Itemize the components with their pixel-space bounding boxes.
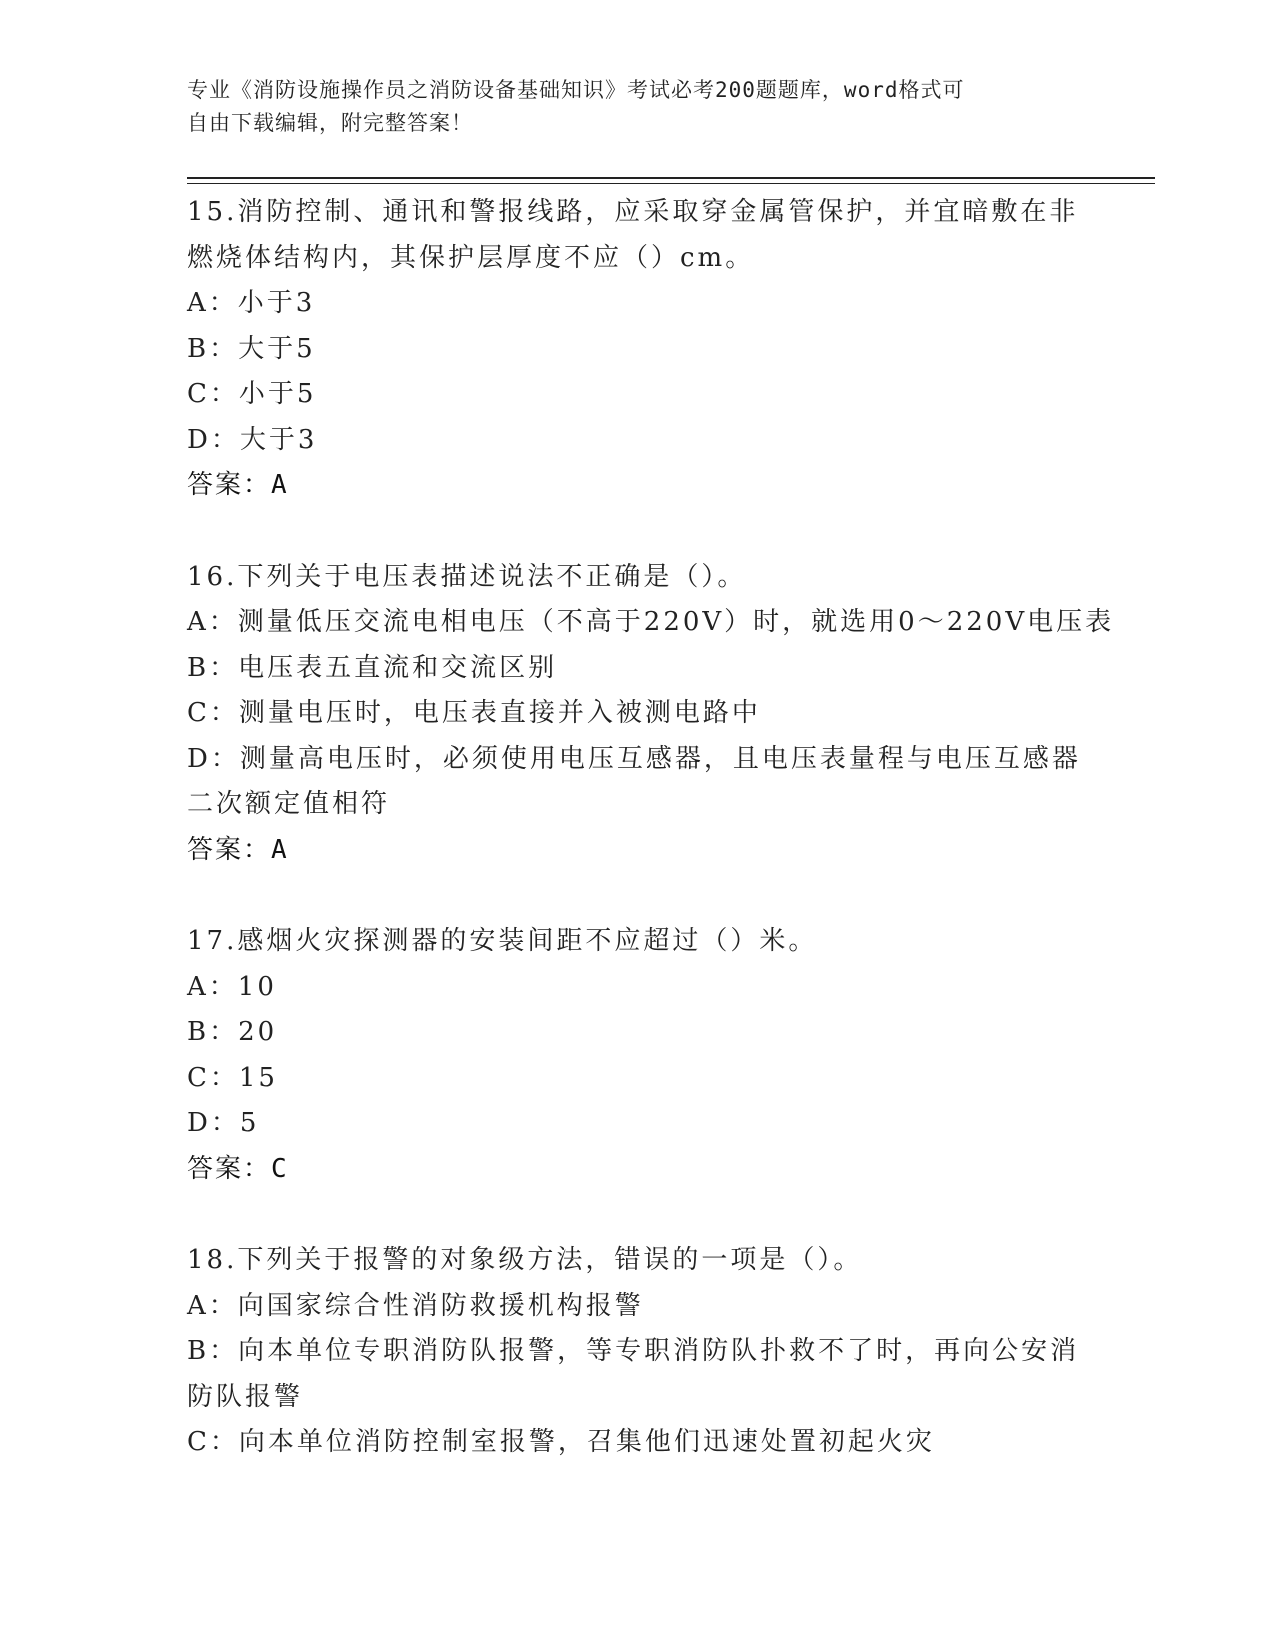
answer-line	[187, 828, 1087, 874]
option-a: A：测量低压交流电相电压（不高于220V）时，就选用0～220V电压表	[187, 607, 1115, 637]
option-c: C：小于5	[187, 379, 317, 409]
option-c: C：测量电压时，电压表直接并入被测电路中	[187, 698, 761, 728]
answer-value: C	[271, 1153, 289, 1184]
answer-line	[187, 463, 1087, 509]
question-list	[187, 190, 1115, 1466]
header-divider-thick	[187, 177, 1155, 179]
option-b: B：20	[187, 1017, 278, 1047]
option-b: B：大于5	[187, 333, 316, 364]
header-line-1: 专业《消防设施操作员之消防设备基础知识》考试必考200题题库，word格式可	[187, 78, 965, 102]
answer-label: 答案：	[187, 834, 272, 865]
document-header	[187, 74, 1067, 140]
option-c: C：15	[187, 1062, 278, 1093]
question-stem: 燃烧体结构内，其保护层厚度不应（）cm。	[187, 242, 755, 273]
option-a: A：10	[187, 971, 277, 1002]
spacer	[187, 1192, 1087, 1238]
answer-label: 答案：	[187, 1153, 272, 1184]
answer-label: 答案：	[187, 470, 272, 500]
question-17	[187, 919, 1087, 1192]
option-b-continued: 防队报警	[187, 1381, 304, 1412]
answer-value: A	[271, 470, 289, 500]
question-18	[187, 1238, 1087, 1466]
question-stem: 18.下列关于报警的对象级方法，错误的一项是（）。	[187, 1245, 863, 1275]
option-b: B：电压表五直流和交流区别	[187, 652, 558, 683]
option-a: A：小于3	[187, 288, 316, 318]
option-b: B：向本单位专职消防队报警，等专职消防队扑救不了时，再向公安消	[187, 1336, 1080, 1366]
header-divider-thin	[187, 183, 1155, 184]
option-c: C：向本单位消防控制室报警，召集他们迅速处置初起火灾	[187, 1427, 935, 1457]
option-d: D：大于3	[187, 424, 318, 455]
option-d: D：5	[187, 1108, 260, 1138]
question-16	[187, 555, 1115, 874]
header-line-2: 自由下载编辑，附完整答案！	[187, 111, 473, 135]
option-d-continued: 二次额定值相符	[187, 789, 391, 819]
spacer	[187, 509, 1087, 555]
option-a: A：向国家综合性消防救援机构报警	[187, 1290, 644, 1321]
question-stem: 16.下列关于电压表描述说法不正确是（）。	[187, 561, 747, 592]
spacer	[187, 873, 1087, 919]
answer-line	[187, 1147, 1087, 1193]
question-stem: 15.消防控制、通讯和警报线路，应采取穿金属管保护，并宜暗敷在非	[187, 197, 1079, 227]
question-15	[187, 190, 1087, 509]
option-d: D：测量高电压时，必须使用电压互感器，且电压表量程与电压互感器	[187, 743, 1081, 774]
answer-value: A	[271, 834, 289, 865]
question-stem: 17.感烟火灾探测器的安装间距不应超过（）米。	[187, 926, 818, 956]
